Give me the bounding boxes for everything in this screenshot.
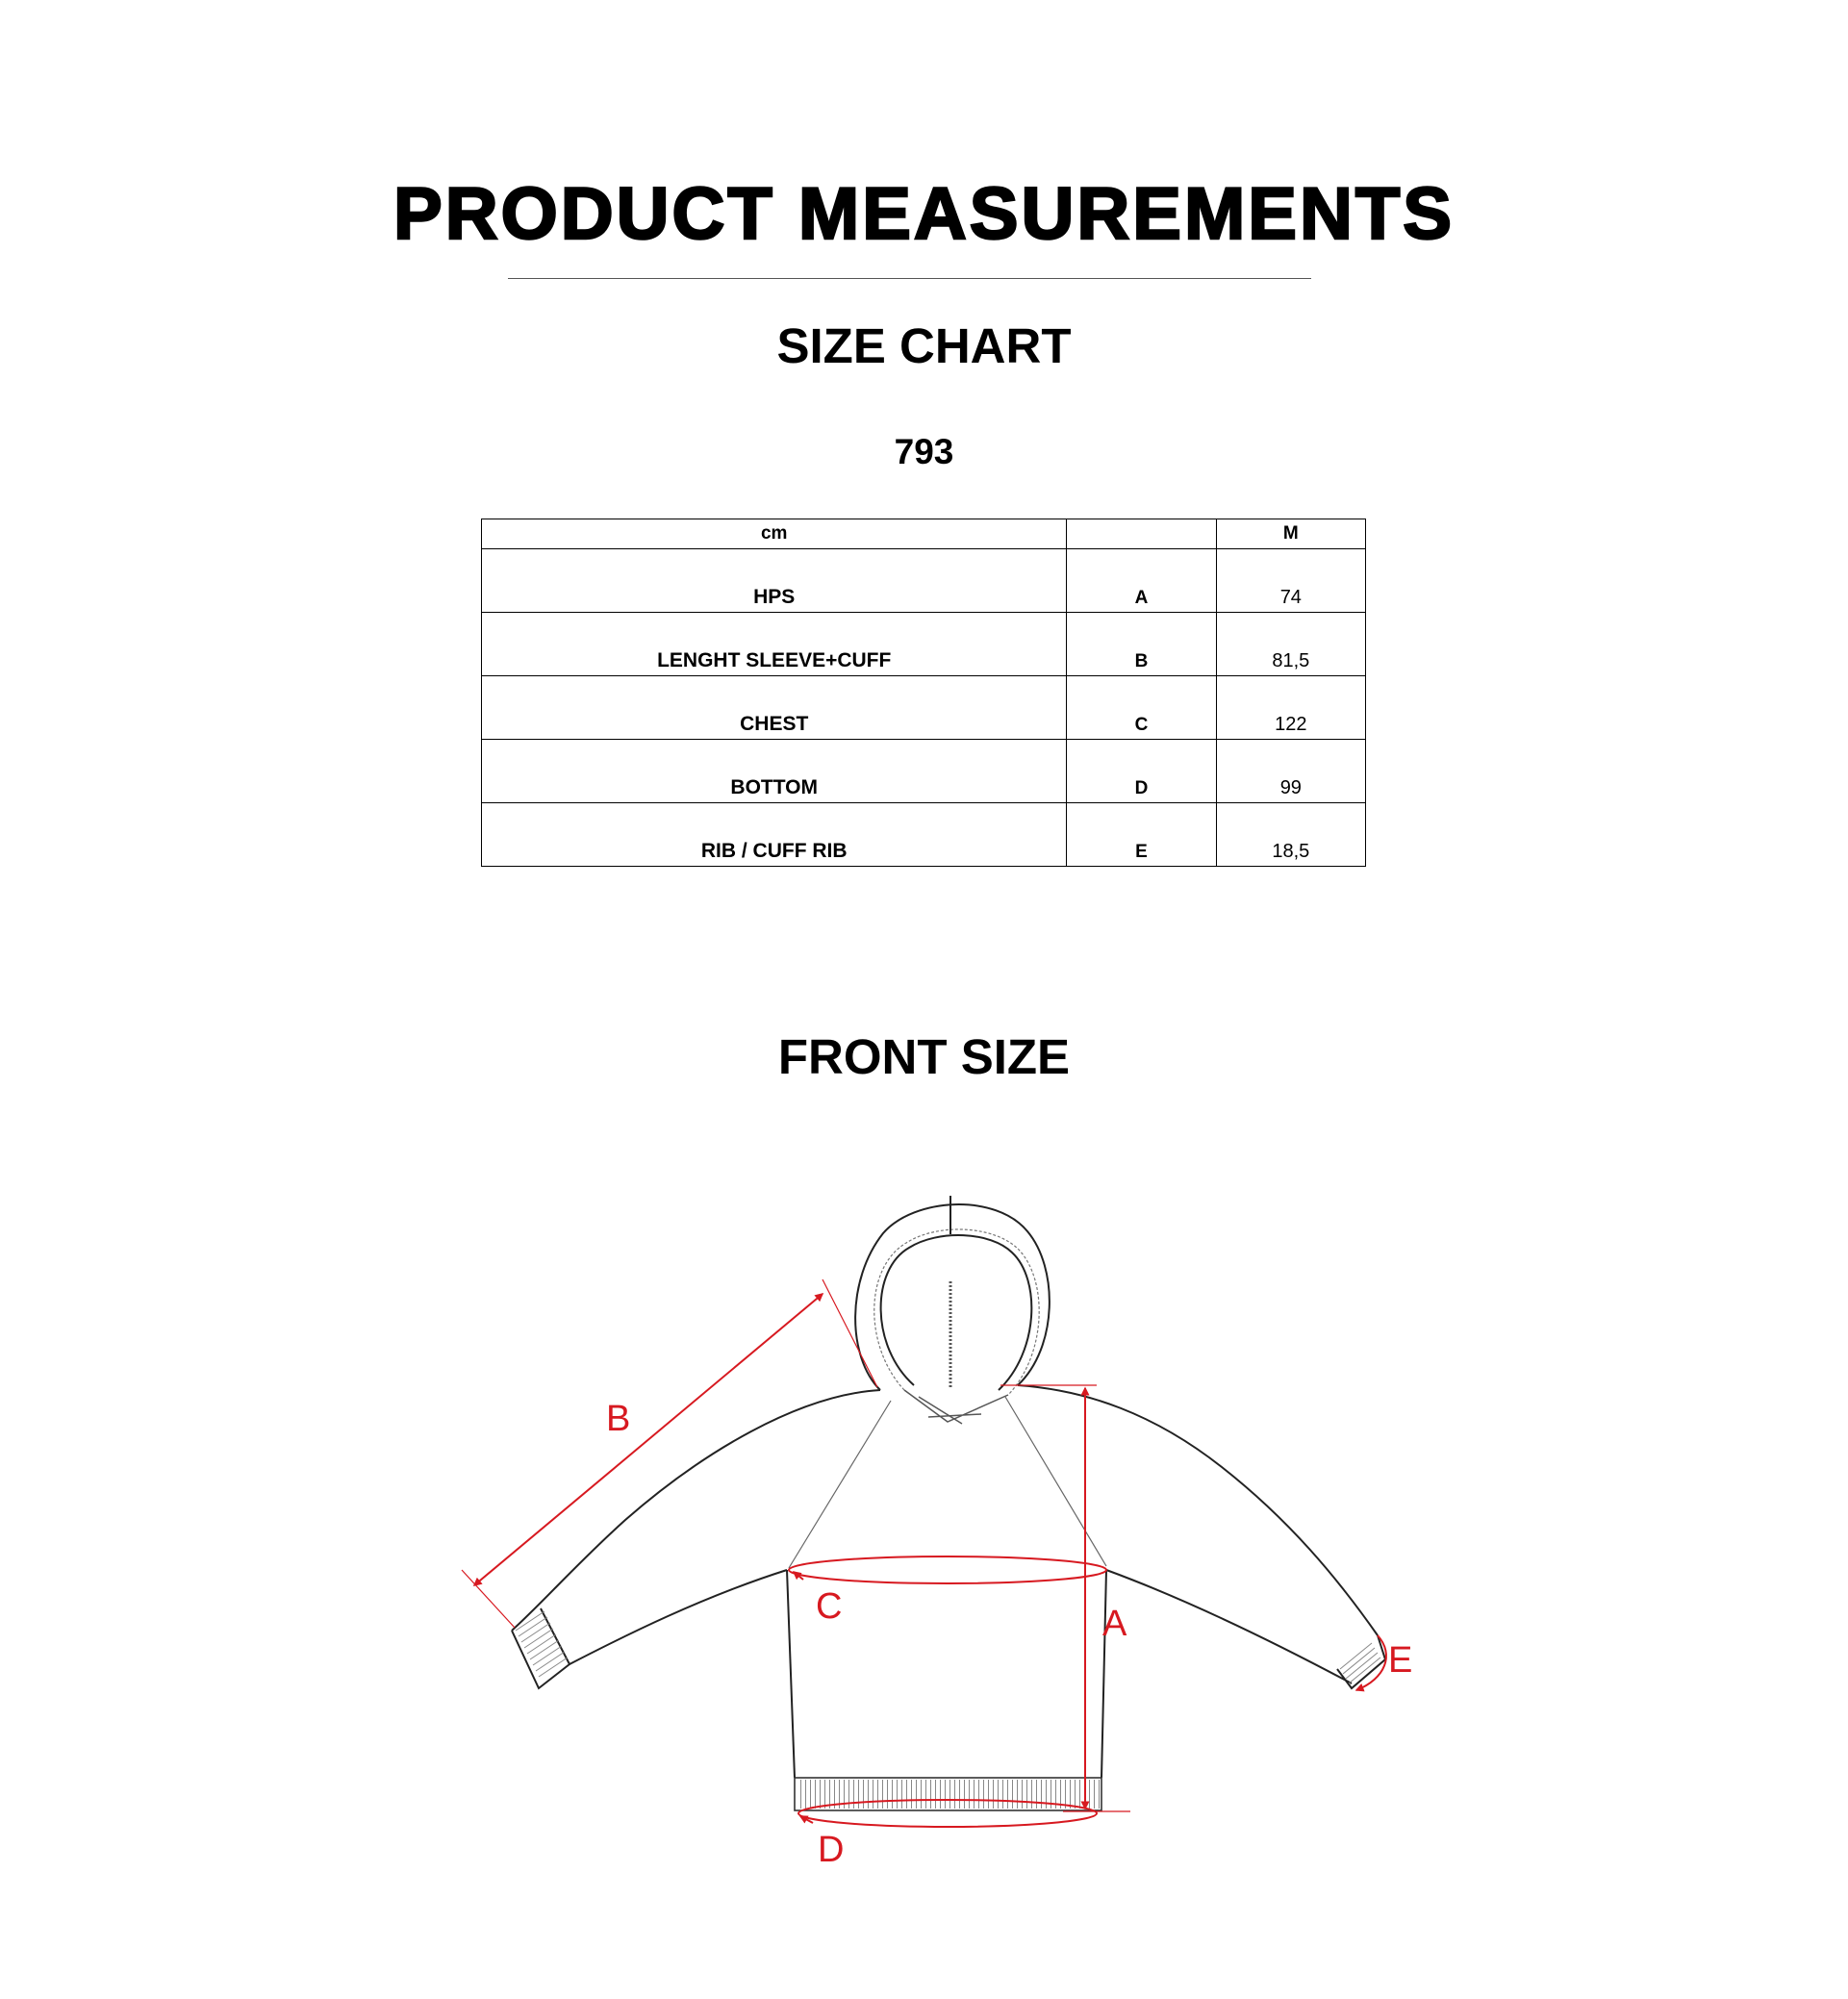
row-letter: A <box>1067 549 1216 613</box>
measure-c-ellipse <box>789 1556 1106 1583</box>
neck-cross <box>904 1390 1008 1424</box>
hood-inner <box>881 1235 1032 1390</box>
row-letter: B <box>1067 613 1216 676</box>
model-code: 793 <box>894 432 954 471</box>
row-letter: D <box>1067 740 1216 803</box>
row-label: LENGHT SLEEVE+CUFF <box>482 613 1067 676</box>
row-label: HPS <box>482 549 1067 613</box>
measure-b-tick-top <box>823 1279 877 1387</box>
label-e: E <box>1388 1640 1413 1681</box>
hood-outer <box>855 1204 1050 1390</box>
hoodie-outline <box>512 1196 1385 1810</box>
row-value: 99 <box>1216 740 1365 803</box>
row-value: 122 <box>1216 676 1365 740</box>
row-label: CHEST <box>482 676 1067 740</box>
right-sleeve-bottom <box>1106 1570 1352 1683</box>
header-size: M <box>1216 519 1365 549</box>
row-letter: E <box>1067 803 1216 867</box>
right-raglan-seam <box>1005 1397 1106 1566</box>
right-sleeve-top <box>1018 1385 1378 1635</box>
label-a: A <box>1102 1604 1127 1644</box>
right-cuff-texture <box>1340 1643 1380 1683</box>
row-value: 74 <box>1216 549 1365 613</box>
label-b: B <box>606 1399 631 1439</box>
left-cuff <box>512 1608 570 1688</box>
measure-b-line <box>474 1294 823 1585</box>
header-unit: cm <box>482 519 1067 549</box>
row-letter: C <box>1067 676 1216 740</box>
body-left-side <box>787 1570 795 1778</box>
measurement-lines <box>462 1279 1386 1827</box>
body-right-side <box>1101 1570 1106 1778</box>
measure-b-tick-bottom <box>462 1570 515 1628</box>
left-sleeve-bottom <box>570 1570 787 1664</box>
front-size-title: FRONT SIZE <box>777 1029 1071 1084</box>
row-label: BOTTOM <box>482 740 1067 803</box>
left-raglan-seam <box>789 1401 891 1568</box>
page-title: PRODUCT MEASUREMENTS <box>393 173 1455 255</box>
row-value: 18,5 <box>1216 803 1365 867</box>
row-value: 81,5 <box>1216 613 1365 676</box>
size-chart-title: SIZE CHART <box>776 318 1072 373</box>
row-label: RIB / CUFF RIB <box>482 803 1067 867</box>
label-c: C <box>816 1586 843 1627</box>
label-d: D <box>818 1830 845 1870</box>
